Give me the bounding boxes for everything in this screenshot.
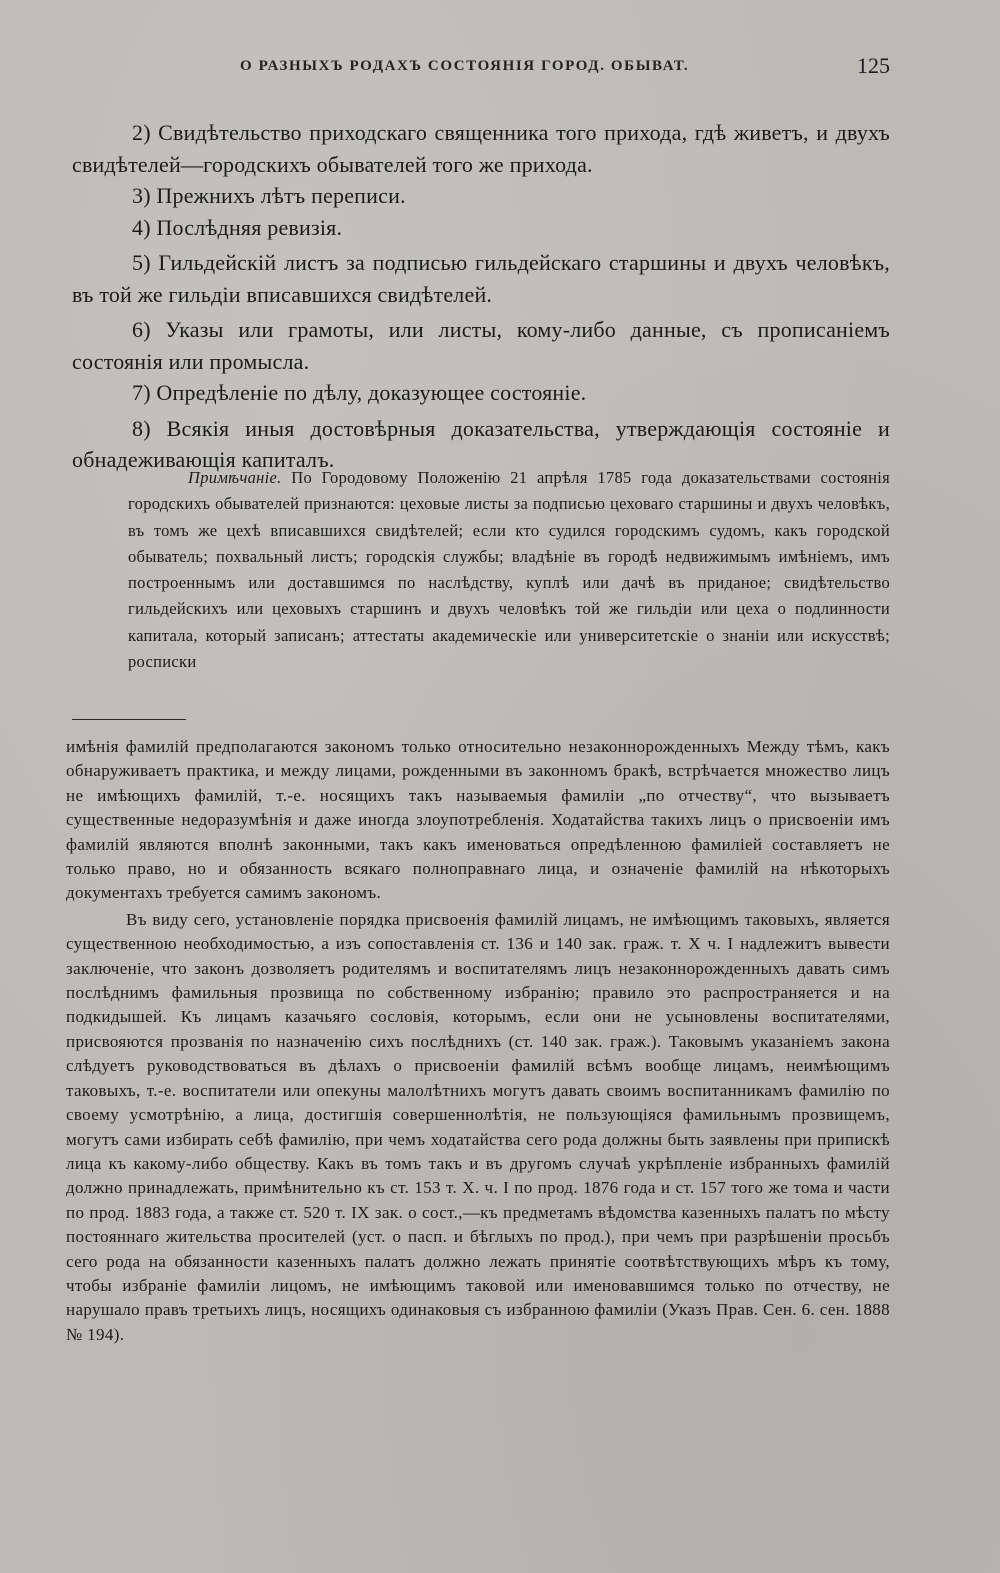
note-paragraph — [128, 465, 890, 675]
list-item: 5) Гильдейскій листъ за подписью гильдейскаго старшины и двухъ человѣкъ, въ той же гильдіи вписавшихся свидѣтелей. — [72, 250, 890, 307]
page-number: 125 — [857, 53, 890, 78]
running-title: О РАЗНЫХЪ РОДАХЪ СОСТОЯНІЯ ГОРОД. ОБЫВАТ. — [240, 58, 690, 74]
list-item: 6) Указы или грамоты, или листы, кому-либо данные, съ прописаніемъ состоянія или промысла. — [72, 317, 890, 374]
list-item: 8) Всякія иныя достовѣрныя доказательства, утверждающія состояніе и обнадеживающія капиталъ. — [72, 415, 890, 472]
note-text: По Городовому Положенію 21 апрѣля 1785 года доказательствами состоянія городскихъ обывателей признаются: цеховые листы за подписью цеховаго старшины и двухъ человѣкъ, въ томъ же цехѣ вписавшихся свидѣтелей; если кто судился городскимъ судомъ, какъ городской обыватель; похвальный листъ; городскія службы; владѣніе въ городѣ недвижимымъ имѣніемъ, имъ построеннымъ или доставшимся по наслѣдству, куплѣ или дачѣ въ приданое; свидѣтельство гильдейскихъ или цеховыхъ старшинъ и двухъ человѣкъ той же гильдіи или цеха о подлинности капитала, который записанъ; аттестаты академическіе или университетскіе о знаніи или искусствѣ; росписки — [128, 468, 890, 672]
footnote — [66, 735, 890, 1347]
list-item: 7) Опредѣленіе по дѣлу, доказующее состояніе. — [132, 380, 587, 405]
footnote-separator — [72, 719, 186, 720]
list-item: 4) Послѣдняя ревизія. — [132, 214, 343, 240]
footnote-paragraph: Въ виду сего, установленіе порядка присвоенія фамилій лицамъ, не имѣющимъ таковыхъ, является существенною необходимостью, а изъ сопоставленія ст. 136 и 140 зак. граж. т. X ч. I надлежитъ вывести заключеніе, что законъ дозволяетъ родителямъ и воспитателямъ лицъ незаконнорожденныхъ давать симъ послѣднимъ фамильныя прозвища по собственному избранію; правило это распространяется и на подкидышей. Къ лицамъ казачьяго сословія, которымъ, если они не усыновлены воспитателями, присвояются прозванія по назначенію сихъ послѣднихъ (ст. 140 зак. граж.). Таковымъ указаніемъ закона слѣдуетъ руководствоваться въ дѣлахъ о присвоеніи фамилій всѣмъ вообще лицамъ, неимѣющимъ таковыхъ, т.-е. воспитатели или опекуны малолѣтнихъ могутъ давать своимъ воспитанникамъ фамилію по своему усмотрѣнію, а лица, достигшія совершеннолѣтія, не пользующіяся фамильнымъ прозвищемъ, могутъ сами избирать себѣ фамилію, при чемъ ходатайства сего рода должны быть заявлены при припискѣ лица къ какому-либо обществу. Какъ въ томъ такъ и въ другомъ случаѣ укрѣпленіе избранныхъ фамилій должно принадлежать, примѣнительно къ ст. 153 т. X. ч. I по прод. 1876 года и ст. 157 того же тома и части по прод. 1883 года, а также ст. 520 т. IX зак. о сост.,—къ предметамъ вѣдомства казенныхъ палатъ по мѣсту постояннаго жительства просителей (уст. о пасп. и бѣглыхъ по прод.), при чемъ при разрѣшеніи просьбъ сего рода на обязанности казенныхъ палатъ должно лежать принятіе соотвѣтствующихъ мѣръ къ тому, чтобы избраніе фамиліи лицомъ, не имѣющимъ таковой или именовавшимся только по отчеству, не нарушало правъ третьихъ лицъ, носящихъ одинаковыя съ избранною фамиліи (Указъ Прав. Сен. 6. сен. 1888 № 194). — [66, 909, 890, 1344]
note-label: Примѣчаніе. — [188, 468, 282, 487]
footnote-paragraph: имѣнія фамилій предполагаются закономъ только относительно незаконнорожденныхъ Между тѣмъ, какъ обнаруживаетъ практика, и между лицами, рожденными въ законномъ бракѣ, встрѣчается множество лицъ не имѣющихъ фамилій, т.-е. носящихъ такъ называемыя фамиліи „по отчеству“, что вызываетъ существенные недоразумѣнія и даже иногда злоупотребленія. Ходатайства такихъ лицъ о присвоеніи имъ фамилій являются вполнѣ законными, такъ какъ именоваться опредѣленною фамиліей составляетъ не только право, но и обязанность всякаго полноправнаго лица, и означеніе фамилій на нѣкоторыхъ документахъ требуется самимъ закономъ. — [66, 737, 890, 903]
main-text — [72, 117, 890, 476]
list-item: 3) Прежнихъ лѣтъ переписи. — [132, 183, 406, 208]
page-header — [240, 53, 890, 86]
list-item: 2) Свидѣтельство приходскаго священника того прихода, гдѣ живетъ, и двухъ свидѣтелей—городскихъ обывателей того же прихода. — [72, 120, 890, 177]
